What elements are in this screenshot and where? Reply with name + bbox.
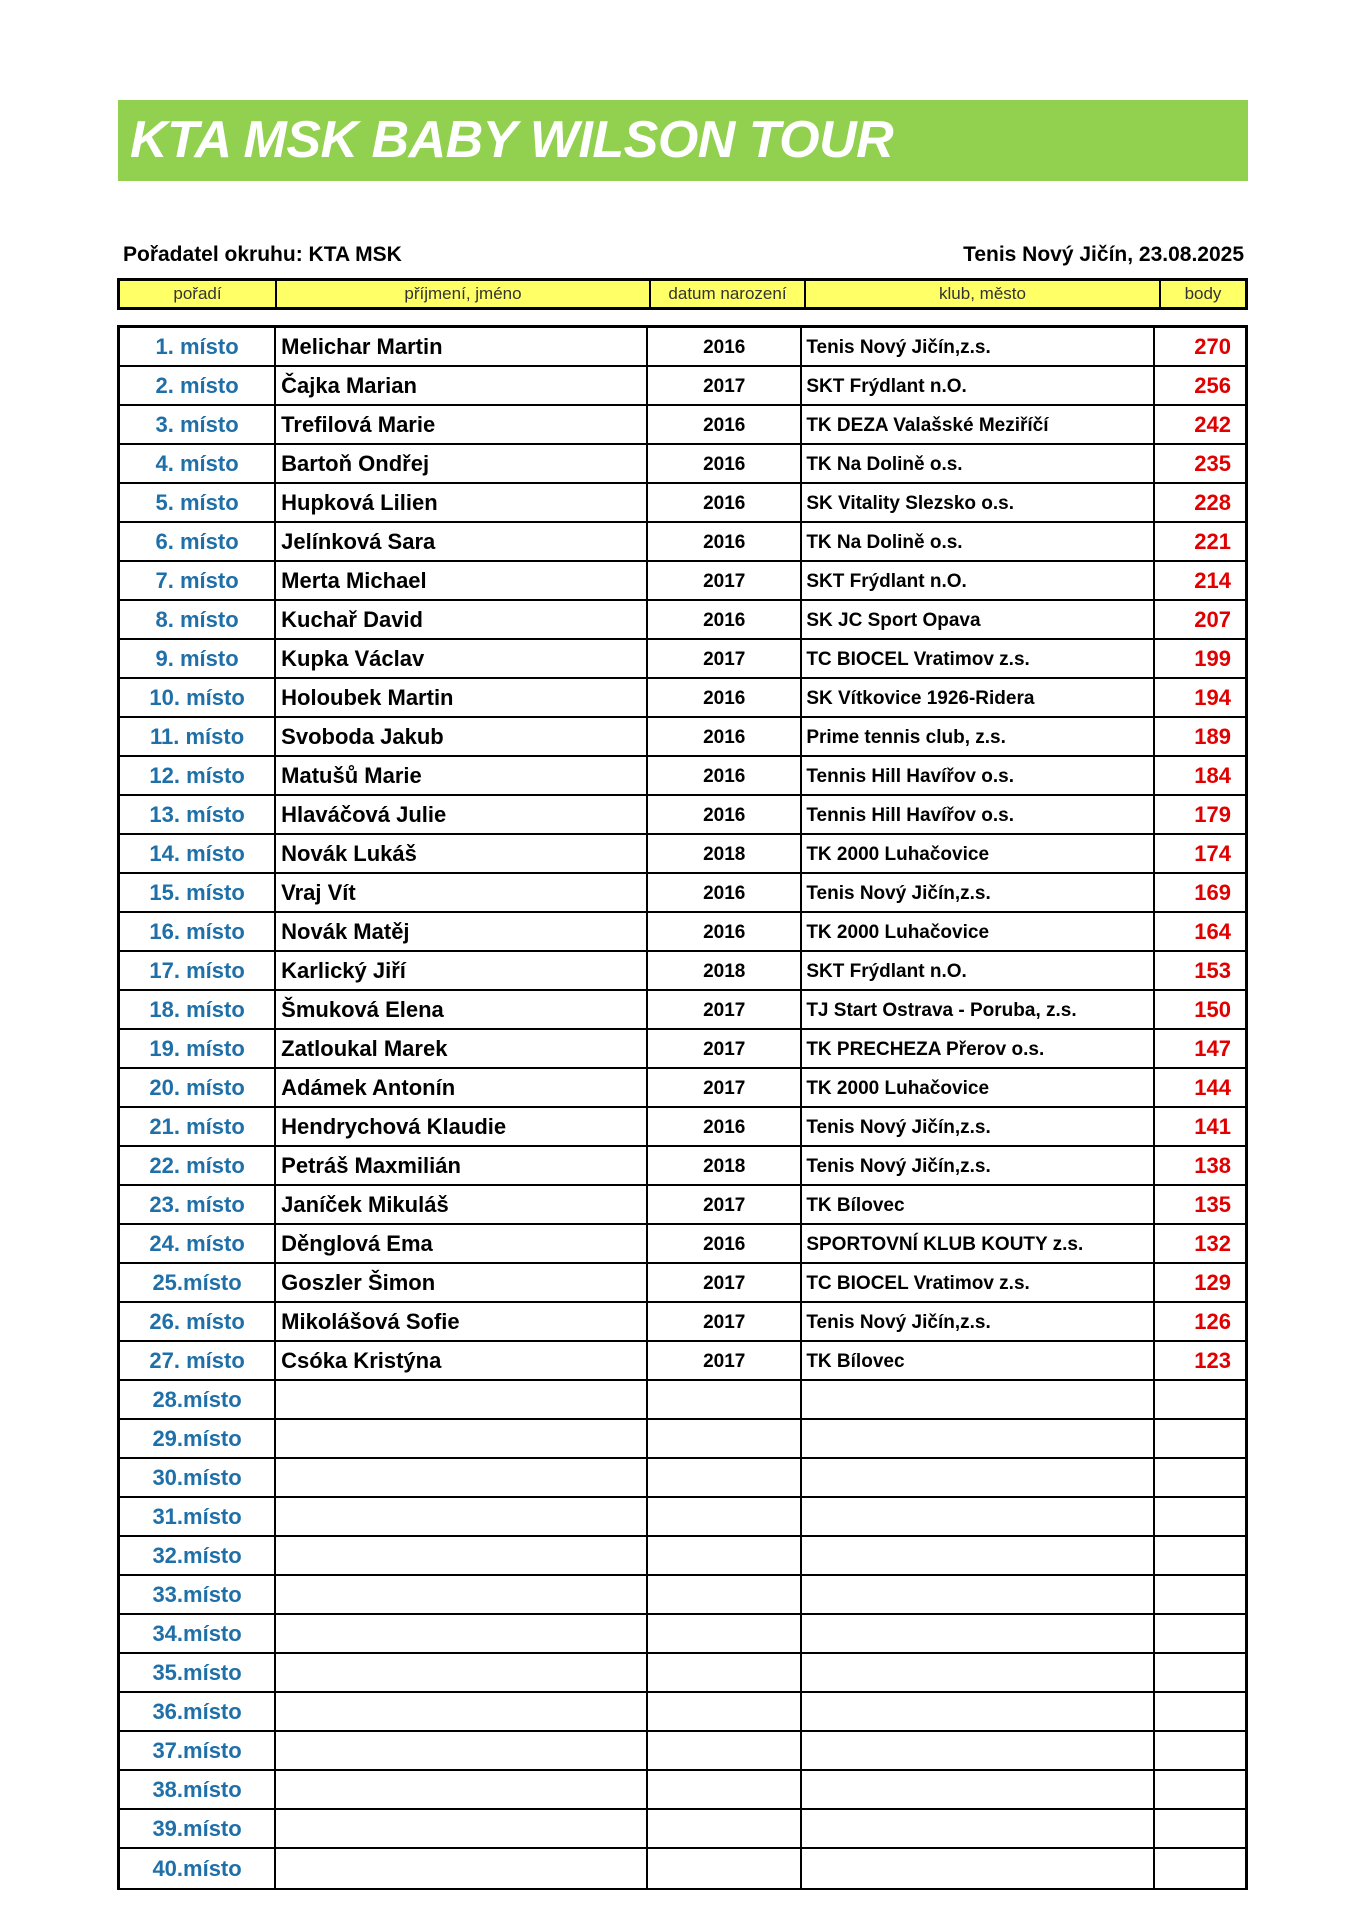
club-cell: TK 2000 Luhačovice bbox=[802, 835, 1155, 872]
player-name-cell: Matušů Marie bbox=[276, 757, 648, 794]
table-row bbox=[120, 1654, 1245, 1693]
rank-cell: 13. místo bbox=[120, 796, 276, 833]
player-name-cell: Petráš Maxmilián bbox=[276, 1147, 648, 1184]
birth-year-cell bbox=[648, 1615, 802, 1652]
points-cell: 174 bbox=[1194, 840, 1231, 866]
player-name-cell: Šmuková Elena bbox=[276, 991, 648, 1028]
player-name-cell bbox=[276, 1732, 648, 1769]
club-cell: TC BIOCEL Vratimov z.s. bbox=[802, 1264, 1155, 1301]
birth-year-cell: 2016 bbox=[648, 484, 802, 521]
rank-cell: 21. místo bbox=[120, 1108, 276, 1145]
table-row bbox=[120, 1069, 1245, 1108]
points-cell: 179 bbox=[1194, 801, 1231, 827]
points-cell: 147 bbox=[1194, 1035, 1231, 1061]
rank-cell: 9. místo bbox=[120, 640, 276, 677]
player-name-cell: Janíček Mikuláš bbox=[276, 1186, 648, 1223]
rank-cell: 30.místo bbox=[120, 1459, 276, 1496]
birth-year-cell: 2016 bbox=[648, 913, 802, 950]
table-row bbox=[120, 1303, 1245, 1342]
birth-year-cell: 2017 bbox=[648, 562, 802, 599]
points-cell: 169 bbox=[1194, 879, 1231, 905]
table-row bbox=[120, 679, 1245, 718]
points-cell: 189 bbox=[1194, 723, 1231, 749]
table-row bbox=[120, 835, 1245, 874]
club-cell: TK Bílovec bbox=[802, 1186, 1155, 1223]
table-row bbox=[120, 1147, 1245, 1186]
rank-cell: 1. místo bbox=[120, 328, 276, 365]
rank-cell: 23. místo bbox=[120, 1186, 276, 1223]
club-cell: TC BIOCEL Vratimov z.s. bbox=[802, 640, 1155, 677]
page-title: KTA MSK BABY WILSON TOUR bbox=[130, 111, 894, 169]
club-cell: SPORTOVNÍ KLUB KOUTY z.s. bbox=[802, 1225, 1155, 1262]
table-row bbox=[120, 1576, 1245, 1615]
points-cell bbox=[1155, 1537, 1245, 1574]
points-cell: 132 bbox=[1194, 1230, 1231, 1256]
header-club: klub, město bbox=[806, 281, 1161, 307]
table-row bbox=[120, 952, 1245, 991]
birth-year-cell: 2016 bbox=[648, 679, 802, 716]
table-row bbox=[120, 718, 1245, 757]
table-row bbox=[120, 1225, 1245, 1264]
rank-cell: 14. místo bbox=[120, 835, 276, 872]
rank-cell: 10. místo bbox=[120, 679, 276, 716]
player-name-cell: Kupka Václav bbox=[276, 640, 648, 677]
rank-cell: 22. místo bbox=[120, 1147, 276, 1184]
rank-cell: 12. místo bbox=[120, 757, 276, 794]
table-row bbox=[120, 328, 1245, 367]
table-row bbox=[120, 913, 1245, 952]
points-cell: 184 bbox=[1194, 762, 1231, 788]
club-cell bbox=[802, 1537, 1155, 1574]
birth-year-cell: 2017 bbox=[648, 367, 802, 404]
birth-year-cell: 2017 bbox=[648, 991, 802, 1028]
club-cell: TJ Start Ostrava - Poruba, z.s. bbox=[802, 991, 1155, 1028]
table-row bbox=[120, 367, 1245, 406]
points-cell: 153 bbox=[1194, 957, 1231, 983]
points-cell: 150 bbox=[1194, 996, 1231, 1022]
club-cell: Tenis Nový Jičín,z.s. bbox=[802, 1108, 1155, 1145]
results-table bbox=[117, 325, 1248, 1890]
birth-year-cell: 2016 bbox=[648, 406, 802, 443]
table-row bbox=[120, 991, 1245, 1030]
club-cell: TK Bílovec bbox=[802, 1342, 1155, 1379]
points-cell bbox=[1155, 1420, 1245, 1457]
club-cell: TK DEZA Valašské Meziříčí bbox=[802, 406, 1155, 443]
birth-year-cell bbox=[648, 1459, 802, 1496]
points-cell: 194 bbox=[1194, 684, 1231, 710]
points-cell: 235 bbox=[1194, 450, 1231, 476]
table-row bbox=[120, 406, 1245, 445]
rank-cell: 36.místo bbox=[120, 1693, 276, 1730]
points-cell: 141 bbox=[1194, 1113, 1231, 1139]
club-cell bbox=[802, 1420, 1155, 1457]
table-row bbox=[120, 562, 1245, 601]
points-cell bbox=[1155, 1654, 1245, 1691]
rank-cell: 5. místo bbox=[120, 484, 276, 521]
birth-year-cell: 2018 bbox=[648, 1147, 802, 1184]
birth-year-cell: 2017 bbox=[648, 1342, 802, 1379]
birth-year-cell bbox=[648, 1849, 802, 1888]
results-header-row bbox=[117, 278, 1248, 310]
table-row bbox=[120, 1732, 1245, 1771]
birth-year-cell: 2016 bbox=[648, 874, 802, 911]
rank-cell: 17. místo bbox=[120, 952, 276, 989]
rank-cell: 32.místo bbox=[120, 1537, 276, 1574]
points-cell: 228 bbox=[1194, 489, 1231, 515]
rank-cell: 35.místo bbox=[120, 1654, 276, 1691]
club-cell bbox=[802, 1381, 1155, 1418]
player-name-cell: Hlaváčová Julie bbox=[276, 796, 648, 833]
birth-year-cell: 2016 bbox=[648, 523, 802, 560]
birth-year-cell bbox=[648, 1732, 802, 1769]
rank-cell: 18. místo bbox=[120, 991, 276, 1028]
player-name-cell bbox=[276, 1654, 648, 1691]
header-points: body bbox=[1184, 284, 1222, 303]
birth-year-cell: 2018 bbox=[648, 952, 802, 989]
club-cell: SK JC Sport Opava bbox=[802, 601, 1155, 638]
rank-cell: 34.místo bbox=[120, 1615, 276, 1652]
player-name-cell: Novák Lukáš bbox=[276, 835, 648, 872]
rank-cell: 40.místo bbox=[120, 1849, 276, 1888]
birth-year-cell bbox=[648, 1810, 802, 1847]
table-row bbox=[120, 1186, 1245, 1225]
rank-cell: 29.místo bbox=[120, 1420, 276, 1457]
club-cell: SKT Frýdlant n.O. bbox=[802, 952, 1155, 989]
player-name-cell bbox=[276, 1498, 648, 1535]
player-name-cell: Hupková Lilien bbox=[276, 484, 648, 521]
rank-cell: 25.místo bbox=[120, 1264, 276, 1301]
club-cell: TK Na Dolině o.s. bbox=[802, 445, 1155, 482]
birth-year-cell: 2016 bbox=[648, 1225, 802, 1262]
birth-year-cell: 2017 bbox=[648, 1303, 802, 1340]
table-row bbox=[120, 640, 1245, 679]
birth-year-cell: 2017 bbox=[648, 640, 802, 677]
table-row bbox=[120, 1420, 1245, 1459]
player-name-cell: Novák Matěj bbox=[276, 913, 648, 950]
player-name-cell: Melichar Martin bbox=[276, 328, 648, 365]
points-cell bbox=[1155, 1498, 1245, 1535]
club-cell: Tenis Nový Jičín,z.s. bbox=[802, 1147, 1155, 1184]
player-name-cell: Holoubek Martin bbox=[276, 679, 648, 716]
birth-year-cell: 2016 bbox=[648, 601, 802, 638]
venue-date-label: Tenis Nový Jičín, 23.08.2025 bbox=[963, 243, 1244, 266]
birth-year-cell bbox=[648, 1381, 802, 1418]
rank-cell: 28.místo bbox=[120, 1381, 276, 1418]
table-row bbox=[120, 1264, 1245, 1303]
player-name-cell: Hendrychová Klaudie bbox=[276, 1108, 648, 1145]
table-row bbox=[120, 523, 1245, 562]
player-name-cell bbox=[276, 1576, 648, 1613]
club-cell: Prime tennis club, z.s. bbox=[802, 718, 1155, 755]
header-birth: datum narození bbox=[651, 281, 806, 307]
table-row bbox=[120, 1849, 1245, 1888]
title-banner bbox=[118, 100, 1248, 181]
player-name-cell bbox=[276, 1459, 648, 1496]
player-name-cell bbox=[276, 1810, 648, 1847]
rank-cell: 11. místo bbox=[120, 718, 276, 755]
club-cell bbox=[802, 1654, 1155, 1691]
player-name-cell: Děnglová Ema bbox=[276, 1225, 648, 1262]
player-name-cell: Mikolášová Sofie bbox=[276, 1303, 648, 1340]
club-cell: Tennis Hill Havířov o.s. bbox=[802, 796, 1155, 833]
birth-year-cell bbox=[648, 1576, 802, 1613]
club-cell: Tenis Nový Jičín,z.s. bbox=[802, 1303, 1155, 1340]
rank-cell: 15. místo bbox=[120, 874, 276, 911]
player-name-cell bbox=[276, 1420, 648, 1457]
club-cell: TK 2000 Luhačovice bbox=[802, 913, 1155, 950]
birth-year-cell bbox=[648, 1498, 802, 1535]
points-cell bbox=[1155, 1849, 1245, 1888]
birth-year-cell: 2016 bbox=[648, 328, 802, 365]
table-row bbox=[120, 484, 1245, 523]
header-name: příjmení, jméno bbox=[277, 281, 651, 307]
birth-year-cell bbox=[648, 1654, 802, 1691]
rank-cell: 33.místo bbox=[120, 1576, 276, 1613]
table-row bbox=[120, 1030, 1245, 1069]
birth-year-cell bbox=[648, 1537, 802, 1574]
club-cell bbox=[802, 1771, 1155, 1808]
player-name-cell: Trefilová Marie bbox=[276, 406, 648, 443]
organizer-label: Pořadatel okruhu: KTA MSK bbox=[123, 243, 402, 266]
player-name-cell: Svoboda Jakub bbox=[276, 718, 648, 755]
player-name-cell: Jelínková Sara bbox=[276, 523, 648, 560]
table-row bbox=[120, 757, 1245, 796]
rank-cell: 8. místo bbox=[120, 601, 276, 638]
table-row bbox=[120, 796, 1245, 835]
club-cell: Tenis Nový Jičín,z.s. bbox=[802, 874, 1155, 911]
rank-cell: 6. místo bbox=[120, 523, 276, 560]
table-row bbox=[120, 1498, 1245, 1537]
birth-year-cell: 2016 bbox=[648, 445, 802, 482]
club-cell: TK 2000 Luhačovice bbox=[802, 1069, 1155, 1106]
player-name-cell bbox=[276, 1771, 648, 1808]
rank-cell: 4. místo bbox=[120, 445, 276, 482]
club-cell: Tenis Nový Jičín,z.s. bbox=[802, 328, 1155, 365]
table-row bbox=[120, 874, 1245, 913]
club-cell bbox=[802, 1498, 1155, 1535]
rank-cell: 31.místo bbox=[120, 1498, 276, 1535]
birth-year-cell: 2017 bbox=[648, 1264, 802, 1301]
table-row bbox=[120, 1108, 1245, 1147]
points-cell: 270 bbox=[1194, 333, 1231, 359]
table-row bbox=[120, 1810, 1245, 1849]
points-cell: 126 bbox=[1194, 1308, 1231, 1334]
table-row bbox=[120, 1381, 1245, 1420]
points-cell bbox=[1155, 1810, 1245, 1847]
rank-cell: 19. místo bbox=[120, 1030, 276, 1067]
rank-cell: 27. místo bbox=[120, 1342, 276, 1379]
table-row bbox=[120, 1693, 1245, 1732]
club-cell bbox=[802, 1693, 1155, 1730]
table-row bbox=[120, 1459, 1245, 1498]
table-row bbox=[120, 1615, 1245, 1654]
club-cell bbox=[802, 1849, 1155, 1888]
club-cell: TK PRECHEZA Přerov o.s. bbox=[802, 1030, 1155, 1067]
points-cell: 256 bbox=[1194, 372, 1231, 398]
rank-cell: 39.místo bbox=[120, 1810, 276, 1847]
player-name-cell: Merta Michael bbox=[276, 562, 648, 599]
rank-cell: 38.místo bbox=[120, 1771, 276, 1808]
rank-cell: 7. místo bbox=[120, 562, 276, 599]
player-name-cell: Csóka Kristýna bbox=[276, 1342, 648, 1379]
birth-year-cell: 2017 bbox=[648, 1030, 802, 1067]
points-cell: 221 bbox=[1194, 528, 1231, 554]
birth-year-cell bbox=[648, 1420, 802, 1457]
points-cell: 199 bbox=[1194, 645, 1231, 671]
rank-cell: 26. místo bbox=[120, 1303, 276, 1340]
table-row bbox=[120, 1771, 1245, 1810]
player-name-cell: Karlický Jiří bbox=[276, 952, 648, 989]
birth-year-cell bbox=[648, 1693, 802, 1730]
birth-year-cell: 2017 bbox=[648, 1186, 802, 1223]
club-cell: SKT Frýdlant n.O. bbox=[802, 367, 1155, 404]
rank-cell: 24. místo bbox=[120, 1225, 276, 1262]
points-cell: 242 bbox=[1194, 411, 1231, 437]
points-cell bbox=[1155, 1771, 1245, 1808]
table-row bbox=[120, 445, 1245, 484]
table-row bbox=[120, 1342, 1245, 1381]
player-name-cell: Kuchař David bbox=[276, 601, 648, 638]
player-name-cell bbox=[276, 1693, 648, 1730]
birth-year-cell: 2016 bbox=[648, 1108, 802, 1145]
club-cell: SKT Frýdlant n.O. bbox=[802, 562, 1155, 599]
birth-year-cell: 2016 bbox=[648, 796, 802, 833]
points-cell: 207 bbox=[1194, 606, 1231, 632]
points-cell: 214 bbox=[1194, 567, 1231, 593]
club-cell: SK Vítkovice 1926-Ridera bbox=[802, 679, 1155, 716]
club-cell bbox=[802, 1576, 1155, 1613]
player-name-cell bbox=[276, 1537, 648, 1574]
points-cell bbox=[1155, 1459, 1245, 1496]
points-cell bbox=[1155, 1693, 1245, 1730]
points-cell bbox=[1155, 1732, 1245, 1769]
points-cell: 123 bbox=[1194, 1347, 1231, 1373]
player-name-cell: Vraj Vít bbox=[276, 874, 648, 911]
points-cell: 135 bbox=[1194, 1191, 1231, 1217]
club-cell bbox=[802, 1459, 1155, 1496]
points-cell bbox=[1155, 1615, 1245, 1652]
header-rank: pořadí bbox=[120, 281, 277, 307]
club-cell bbox=[802, 1615, 1155, 1652]
birth-year-cell: 2018 bbox=[648, 835, 802, 872]
rank-cell: 20. místo bbox=[120, 1069, 276, 1106]
points-cell: 164 bbox=[1194, 918, 1231, 944]
table-row bbox=[120, 601, 1245, 640]
club-cell bbox=[802, 1732, 1155, 1769]
player-name-cell bbox=[276, 1849, 648, 1888]
rank-cell: 16. místo bbox=[120, 913, 276, 950]
player-name-cell: Goszler Šimon bbox=[276, 1264, 648, 1301]
points-cell: 129 bbox=[1194, 1269, 1231, 1295]
player-name-cell: Adámek Antonín bbox=[276, 1069, 648, 1106]
points-cell bbox=[1155, 1381, 1245, 1418]
birth-year-cell bbox=[648, 1771, 802, 1808]
club-cell: SK Vitality Slezsko o.s. bbox=[802, 484, 1155, 521]
player-name-cell: Čajka Marian bbox=[276, 367, 648, 404]
player-name-cell bbox=[276, 1381, 648, 1418]
rank-cell: 2. místo bbox=[120, 367, 276, 404]
points-cell bbox=[1155, 1576, 1245, 1613]
club-cell: Tennis Hill Havířov o.s. bbox=[802, 757, 1155, 794]
points-cell: 138 bbox=[1194, 1152, 1231, 1178]
rank-cell: 37.místo bbox=[120, 1732, 276, 1769]
player-name-cell bbox=[276, 1615, 648, 1652]
birth-year-cell: 2016 bbox=[648, 718, 802, 755]
birth-year-cell: 2017 bbox=[648, 1069, 802, 1106]
points-cell: 144 bbox=[1194, 1074, 1231, 1100]
table-row bbox=[120, 1537, 1245, 1576]
player-name-cell: Zatloukal Marek bbox=[276, 1030, 648, 1067]
club-cell bbox=[802, 1810, 1155, 1847]
birth-year-cell: 2016 bbox=[648, 757, 802, 794]
rank-cell: 3. místo bbox=[120, 406, 276, 443]
player-name-cell: Bartoň Ondřej bbox=[276, 445, 648, 482]
club-cell: TK Na Dolině o.s. bbox=[802, 523, 1155, 560]
